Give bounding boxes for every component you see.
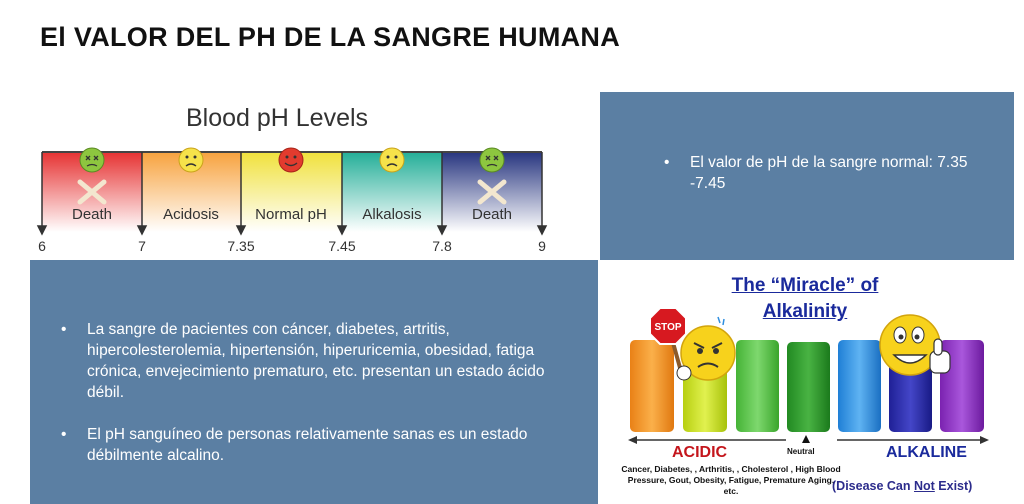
- patients-list: [57, 319, 557, 466]
- conditions-text: Cancer, Diabetes, , Arthritis, , Cholesterol , High Blood Pressure, Gout, Obesity, Fatigue, Premature Aging, etc.: [621, 464, 841, 496]
- bullet-item: • El pH sanguíneo de personas relativamente sanas es un estado débilmente alcalino.: [57, 424, 557, 466]
- tick-label: 9: [538, 238, 546, 254]
- slide-title: El VALOR DEL PH DE LA SANGRE HUMANA: [40, 22, 621, 52]
- disease-not: Not: [913, 479, 935, 493]
- bullet-item: • El valor de pH de la sangre normal: 7.35 -7.45: [660, 152, 990, 194]
- thumbs-up-face-icon: [880, 315, 950, 375]
- ph-bar: [838, 340, 881, 432]
- normal-ph-list: [660, 152, 990, 194]
- tick-label: 7.35: [227, 238, 255, 254]
- sad-face-icon: [380, 148, 404, 172]
- miracle-title-line2: Alkalinity: [762, 301, 848, 322]
- bullet-item: • La sangre de pacientes con cáncer, diabetes, artritis, hipercolesterolemia, hipertensión, hiperuricemia, obesidad, fatiga crónica, envejecimiento prematuro, etc. presentan un estado ácido débil.: [57, 319, 557, 403]
- tick-label: 6: [38, 238, 46, 254]
- disease-prefix: (Disease Can: [832, 479, 914, 493]
- tick-label: 7.45: [328, 238, 356, 254]
- blood-ph-chart: [30, 92, 570, 258]
- zone-label-alkalosis: Alkalosis: [362, 206, 422, 223]
- ph-bar-neutral: [787, 342, 830, 432]
- miracle-alkalinity-panel: [600, 263, 1020, 504]
- sad-face-icon: [179, 148, 203, 172]
- ph-chart-title: Blood pH Levels: [185, 104, 369, 132]
- zone-label-normal: Normal pH: [255, 206, 327, 223]
- tick-label: 7: [138, 238, 146, 254]
- ph-bar: [630, 340, 674, 432]
- zone-label-death: Death: [71, 206, 113, 223]
- zone-label-acidosis: Acidosis: [163, 206, 219, 223]
- alkaline-arrow: [837, 436, 989, 444]
- disease-suffix: Exist): [934, 479, 973, 493]
- happy-face-icon: [279, 148, 303, 172]
- ph-bar: [736, 340, 779, 432]
- disease-note: [832, 479, 972, 493]
- normal-ph-box: [600, 92, 1014, 260]
- alkaline-label: ALKALINE: [886, 444, 967, 461]
- acidic-label: ACIDIC: [672, 444, 728, 461]
- acidic-arrow: [628, 436, 786, 444]
- zone-label-death: Death: [471, 206, 513, 223]
- neutral-label: Neutral: [787, 447, 815, 456]
- patients-box: [30, 260, 598, 504]
- neutral-marker-icon: [802, 435, 810, 443]
- tick-label: 7.8: [432, 238, 452, 254]
- miracle-title-line1: The “Miracle” of: [731, 275, 879, 296]
- stop-label: STOP: [654, 322, 682, 333]
